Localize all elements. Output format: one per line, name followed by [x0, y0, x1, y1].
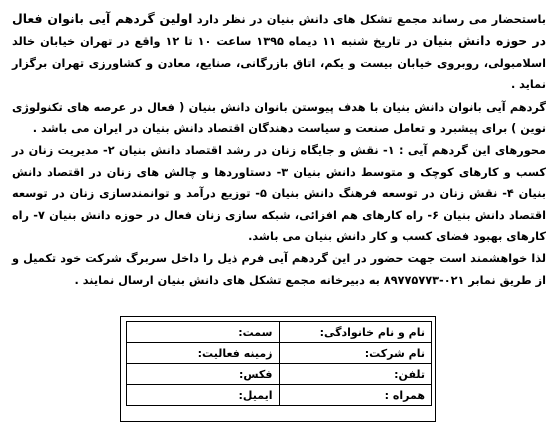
- form-cell-full-name[interactable]: نام و نام خانوادگی:: [279, 322, 432, 343]
- intro-text-details: در تاریخ شنبه ۱۱ دیماه ۱۳۹۵ ساعت ۱۰ تا ۱۲ واقع در تهران خیابان خالد اسلامبولی، روبروی خیابان بیست و یکم، اتاق بازرگانی، صنایع، معادن و کشاورزی تهران برگزار نماید .: [12, 35, 546, 92]
- goal-paragraph: گردهم آیی بانوان دانش بنیان با هدف پیوستن بانوان دانش بنیان ( فعال در عرصه های تکنولوژی نوین ) برای پیشبرد و تعامل صنعت و سیاست دهندگان اقتصاد دانش بنیان در ایران می باشد .: [12, 100, 546, 136]
- form-cell-field-of-activity[interactable]: زمینه فعالیت:: [127, 343, 280, 364]
- request-paragraph: لذا خواهشمند است جهت حضور در این گردهم آیی فرم ذیل را داخل سربرگ شرکت خود تکمیل و از طریق نمابر ۰۲۱-۸۹۷۷۵۷۷۳ به دبیرخانه مجمع تشکل های دانش بنیان ارسال نمایند .: [12, 252, 546, 287]
- form-cell-mobile[interactable]: همراه :: [279, 385, 432, 406]
- topics-paragraph: محورهای این گردهم آیی : ۱- نقش و جایگاه زنان در رشد اقتصاد دانش بنیان ۲- مدیریت زنان در کسب و کارهای کوچک و متوسط دانش بنیان ۳- دستاوردها و چالش های زنان در اقتصاد دانش بنیان ۴- نقش زنان در توسعه فرهنگ دانش بنیان ۵- توزیع درآمد و توانمندسازی زنان در توسعه اقتصاد دانش بنیان ۶- راه کارهای هم افزائی، شبکه سازی زنان فعال در حوزه دانش بنیان ۷- راه کارهای بهبود فضای کسب و کار دانش بنیان می باشد.: [12, 144, 547, 244]
- form-cell-fax[interactable]: فکس:: [127, 364, 280, 385]
- form-cell-position[interactable]: سمت:: [127, 322, 280, 343]
- form-cell-company-name[interactable]: نام شرکت:: [279, 343, 432, 364]
- form-cell-phone[interactable]: تلفن:: [279, 364, 432, 385]
- form-row: [127, 385, 432, 406]
- event-title-highlight: اولین گردهم آیی بانوان فعال در حوزه دانش بنیان: [12, 11, 546, 49]
- intro-paragraph: [12, 8, 546, 96]
- registration-form-table: [126, 321, 432, 406]
- form-row: [127, 322, 432, 343]
- form-row: [127, 343, 432, 364]
- intro-text-start: باستحضار می رساند مجمع تشکل های دانش بنیان در نظر دارد: [192, 13, 546, 26]
- form-row: [127, 364, 432, 385]
- form-cell-email[interactable]: ایمیل:: [127, 385, 280, 406]
